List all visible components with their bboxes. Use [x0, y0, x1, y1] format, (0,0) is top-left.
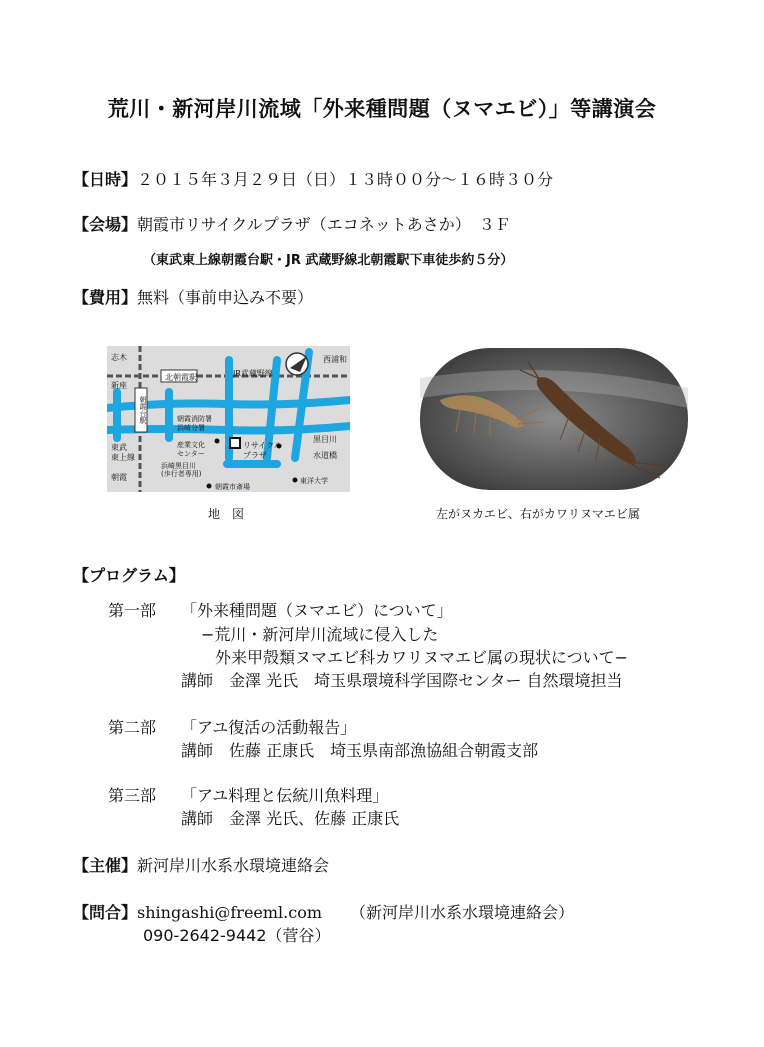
map-label-center: センター [177, 450, 205, 458]
datetime-row [73, 167, 553, 190]
map-caption: 地 図 [208, 507, 245, 521]
datetime-label: 【日時】 [73, 170, 138, 189]
venue-row [73, 212, 511, 235]
part1-sub1: −荒川・新河岸川流域に侵入した [201, 625, 439, 644]
map-label-toyo: 東洋大学 [300, 477, 328, 485]
datetime-value: ２０１５年３月２９日（日）１３時００分〜１６時３０分 [137, 170, 554, 189]
contact-label: 【問合】 [73, 903, 138, 922]
map-label-fire2: 浜崎分署 [177, 424, 205, 432]
part2-speaker: 講師 佐藤 正康氏 埼玉県南部漁協組合朝霞支部 [181, 741, 539, 760]
photo-caption: 左がヌカエビ、右がカワリヌマエビ属 [436, 507, 640, 521]
fee-label: 【費用】 [73, 288, 138, 307]
map-label-jr: JR武蔵野線 [233, 369, 273, 378]
part1-sub2: 外来甲殻類ヌマエビ科カワリヌマエビ属の現状について− [215, 648, 629, 667]
part3-speaker: 講師 金澤 光氏、佐藤 正康氏 [181, 809, 400, 828]
host-value: 新河岸川水系水環境連絡会 [137, 856, 330, 875]
map-label-asaka: 朝霞 [111, 473, 127, 482]
part1-speaker: 講師 金澤 光氏 埼玉県環境科学国際センター 自然環境担当 [181, 671, 623, 690]
map-label-suidou: 水道橋 [313, 451, 337, 460]
map-label-niiza: 新座 [111, 381, 127, 390]
host-label: 【主催】 [73, 856, 138, 875]
venue-value: 朝霞市リサイクルプラザ（エコネットあさか） ３Ｆ [137, 215, 511, 234]
shrimp-photo [420, 348, 688, 490]
venue-label: 【会場】 [73, 215, 138, 234]
map-label-shiki: 志木 [111, 353, 127, 362]
map-label-hamasaki: 浜崎黒目川 [161, 462, 196, 470]
page-title: 荒川・新河岸川流域「外来種問題（ヌマエビ）」等講演会 [107, 97, 657, 121]
host-row [73, 853, 329, 876]
contact-row [73, 900, 574, 923]
program-label: 【プログラム】 [73, 566, 185, 585]
part2-label: 第二部 [108, 718, 157, 737]
fee-value: 無料（事前申込み不要） [137, 288, 314, 307]
map-label-sangyo: 産業文化 [177, 441, 205, 449]
map-label-hamasaki2: (歩行者専用) [161, 470, 202, 478]
map-label-kurome: 黒目川 [313, 435, 337, 444]
map-label-plaza: プラザ [243, 451, 267, 460]
part2-title: 「アユ復活の活動報告」 [181, 718, 357, 737]
part1-title: 「外来種問題（ヌマエビ）について」 [181, 601, 453, 620]
contact-email[interactable]: shingashi@freeml.com [137, 903, 323, 922]
map-label-fire: 朝霞消防署 [177, 415, 212, 423]
part1-label: 第一部 [108, 601, 157, 620]
map-label-asakadai: 朝霞台駅 [139, 396, 147, 424]
access-map [107, 346, 350, 492]
contact-org: （新河岸川水系水環境連絡会） [350, 903, 575, 922]
map-label-tobu1: 東武 [111, 443, 127, 452]
map-label-tobu2: 東上線 [111, 453, 135, 462]
map-label-nishiurawa: 西浦和 [323, 355, 347, 364]
part3-label: 第三部 [108, 786, 157, 805]
fee-row [73, 285, 313, 308]
map-label-recycle: リサイクル [243, 441, 282, 450]
venue-access: （東武東上線朝霞台駅・JR 武蔵野線北朝霞駅下車徒歩約５分） [143, 253, 514, 268]
part3-title: 「アユ料理と伝統川魚料理」 [181, 786, 389, 805]
map-label-kitaasaka: 北朝霞駅 [165, 373, 197, 382]
map-label-market: 朝霞市斎場 [215, 483, 250, 491]
contact-phone: 090-2642-9442（菅谷） [143, 926, 331, 945]
